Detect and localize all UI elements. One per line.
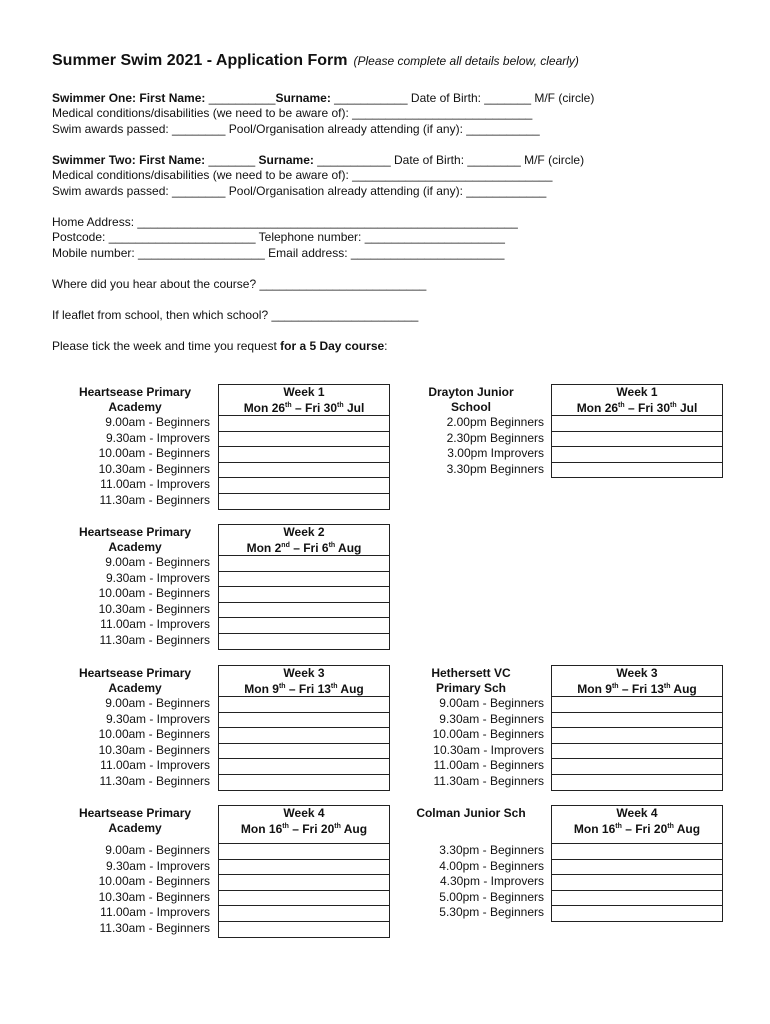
timeslot-label: 10.30am - Beginners — [98, 461, 210, 476]
form-title-text: Summer Swim 2021 - Application Form — [52, 52, 348, 69]
week-header — [219, 525, 390, 556]
tick-box[interactable] — [219, 571, 390, 587]
tick-box[interactable] — [219, 712, 390, 728]
week-header — [552, 666, 723, 697]
swimmer-two-line1 — [52, 153, 584, 167]
timeslot-label: 9.00am - Beginners — [439, 696, 544, 710]
timeslot-label: 3.30pm Beginners — [446, 461, 544, 476]
venue-hs3: Heartsease Primary Academy — [78, 666, 192, 695]
timeslot-label: 11.30am - Beginners — [99, 921, 210, 935]
tick-box[interactable] — [219, 859, 390, 875]
venue-he3: Hethersett VC Primary Sch — [431, 666, 511, 695]
tick-box[interactable] — [219, 431, 390, 447]
tick-box[interactable] — [552, 431, 723, 447]
tick-instruction: Please tick the week and time you request for a 5 Day course: — [52, 339, 388, 353]
week-dates: Mon 9th – Fri 13th Aug — [577, 682, 697, 696]
tick-box[interactable] — [219, 728, 390, 744]
timeslot-label: 10.30am - Improvers — [433, 742, 544, 757]
timeslot-label: 10.00am - Beginners — [98, 874, 210, 889]
tick-box[interactable] — [552, 447, 723, 463]
tick-box[interactable] — [552, 416, 723, 432]
swimmer-one-firstname-blank[interactable]: __________ — [208, 91, 276, 105]
tick-table-he3 — [551, 665, 723, 791]
week-label: Week 4 — [616, 806, 658, 820]
timeslot-label: 9.30am - Improvers — [105, 430, 210, 445]
swimmer-one-medical[interactable]: Medical conditions/disabilities (we need to be aware of): ___________________________ — [52, 106, 533, 120]
week-dates: Mon 2nd – Fri 6th Aug — [246, 541, 362, 555]
tick-box[interactable] — [219, 556, 390, 572]
tick-box[interactable] — [219, 890, 390, 906]
tick-box[interactable] — [219, 447, 390, 463]
tick-table-dr1 — [551, 384, 723, 478]
swimmer-one-rest[interactable]: ___________ Date of Birth: _______ M/F (circle) — [334, 91, 595, 105]
timeslot-label: 2.30pm Beginners — [446, 430, 544, 445]
timeslot-label: 4.00pm - Beginners — [439, 858, 544, 873]
swimmer-two-awards[interactable]: Swim awards passed: ________ Pool/Organisation already attending (if any): ____________ — [52, 184, 547, 198]
timeslot-label: 11.30am - Beginners — [99, 493, 210, 507]
tick-box[interactable] — [219, 462, 390, 478]
timeslot-label: 11.00am - Improvers — [100, 477, 210, 492]
postcode-telephone-field[interactable]: Postcode: ______________________ Telephone number: _____________________ — [52, 230, 505, 244]
swimmer-two-label: Swimmer Two: First Name: — [52, 153, 206, 167]
week-dates: Mon 16th – Fri 20th Aug — [240, 822, 368, 836]
timeslot-label: 10.30am - Beginners — [98, 889, 210, 904]
tick-box[interactable] — [552, 875, 723, 891]
tick-table-hs1 — [218, 384, 390, 510]
tick-table-hs2 — [218, 524, 390, 650]
timeslot-label: 9.30am - Improvers — [105, 711, 210, 726]
timeslot-label: 11.30am - Beginners — [433, 774, 544, 788]
tick-box[interactable] — [552, 743, 723, 759]
swimmer-two-rest[interactable]: ___________ Date of Birth: ________ M/F (circle) — [317, 153, 585, 167]
swimmer-two-surname-label: Surname: — [258, 153, 314, 167]
timeslot-label: 9.00am - Beginners — [105, 415, 210, 429]
mobile-email-field[interactable]: Mobile number: ___________________ Email address: _______________________ — [52, 246, 505, 260]
form-title — [52, 52, 579, 70]
timeslot-label: 3.00pm Improvers — [447, 446, 544, 461]
tick-table-hs4 — [218, 805, 390, 938]
week-label: Week 3 — [616, 666, 658, 680]
tick-box[interactable] — [552, 728, 723, 744]
timeslot-label: 5.30pm - Beginners — [439, 905, 544, 920]
tick-box[interactable] — [552, 890, 723, 906]
timeslot-label: 11.00am - Improvers — [100, 905, 210, 920]
venue-hs2: Heartsease Primary Academy — [78, 525, 192, 554]
tick-box[interactable] — [219, 774, 390, 790]
leaflet-school-field[interactable]: If leaflet from school, then which school? ______________________ — [52, 308, 419, 322]
timeslot-label: 9.00am - Beginners — [105, 696, 210, 710]
venue-hs4: Heartsease Primary Academy — [78, 806, 192, 835]
week-header — [219, 806, 390, 844]
swimmer-one-surname-label: Surname: — [275, 91, 331, 105]
week-label: Week 2 — [283, 525, 325, 539]
tick-box[interactable] — [552, 774, 723, 790]
venue-co4: Colman Junior Sch — [416, 806, 526, 820]
tick-table-co4 — [551, 805, 723, 922]
timeslot-label: 3.30pm - Beginners — [439, 843, 544, 857]
week-label: Week 1 — [283, 385, 325, 399]
timeslot-label: 10.30am - Beginners — [98, 601, 210, 616]
timeslot-label: 9.30am - Improvers — [105, 570, 210, 585]
timeslot-label: 10.00am - Beginners — [98, 727, 210, 742]
timeslot-label: 4.30pm - Improvers — [439, 874, 544, 889]
tick-box[interactable] — [219, 743, 390, 759]
week-header — [552, 385, 723, 416]
venue-dr1: Drayton Junior School — [428, 385, 514, 414]
tick-box[interactable] — [552, 906, 723, 922]
week-dates: Mon 26th – Fri 30th Jul — [243, 401, 365, 415]
week-header — [219, 666, 390, 697]
tick-table-hs3 — [218, 665, 390, 791]
tick-box[interactable] — [552, 859, 723, 875]
tick-box[interactable] — [219, 587, 390, 603]
timeslot-label: 2.00pm Beginners — [446, 415, 544, 429]
timeslot-label: 9.00am - Beginners — [105, 843, 210, 857]
tick-box[interactable] — [552, 712, 723, 728]
timeslot-label: 11.30am - Beginners — [99, 774, 210, 788]
week-dates: Mon 16th – Fri 20th Aug — [573, 822, 701, 836]
swimmer-one-label: Swimmer One: First Name: — [52, 91, 206, 105]
home-address-field[interactable]: Home Address: _________________________________________________________ — [52, 215, 518, 229]
timeslot-label: 9.00am - Beginners — [105, 555, 210, 569]
week-dates: Mon 26th – Fri 30th Jul — [576, 401, 698, 415]
tick-box[interactable] — [219, 633, 390, 649]
tick-box[interactable] — [552, 759, 723, 775]
week-header — [219, 385, 390, 416]
form-title-note: (Please complete all details below, clearly) — [353, 54, 579, 68]
tick-box[interactable] — [552, 844, 723, 860]
tick-box[interactable] — [219, 906, 390, 922]
timeslot-label: 11.00am - Beginners — [433, 758, 544, 773]
timeslot-label: 10.00am - Beginners — [98, 446, 210, 461]
week-label: Week 1 — [616, 385, 658, 399]
week-label: Week 4 — [283, 806, 325, 820]
swimmer-two-medical[interactable]: Medical conditions/disabilities (we need to be aware of): ______________________________ — [52, 168, 553, 182]
timeslot-label: 11.00am - Improvers — [100, 617, 210, 632]
week-dates: Mon 9th – Fri 13th Aug — [244, 682, 364, 696]
tick-box[interactable] — [219, 602, 390, 618]
tick-box[interactable] — [552, 462, 723, 478]
timeslot-label: 11.30am - Beginners — [99, 633, 210, 647]
tick-box[interactable] — [219, 697, 390, 713]
tick-box[interactable] — [219, 416, 390, 432]
tick-box[interactable] — [219, 478, 390, 494]
tick-box[interactable] — [219, 875, 390, 891]
tick-box[interactable] — [219, 921, 390, 937]
tick-box[interactable] — [219, 493, 390, 509]
venue-hs1: Heartsease Primary Academy — [78, 385, 192, 414]
tick-box[interactable] — [219, 618, 390, 634]
tick-box[interactable] — [552, 697, 723, 713]
timeslot-label: 5.00pm - Beginners — [439, 889, 544, 904]
timeslot-label: 10.30am - Beginners — [98, 742, 210, 757]
week-label: Week 3 — [283, 666, 325, 680]
swimmer-one-awards[interactable]: Swim awards passed: ________ Pool/Organisation already attending (if any): ___________ — [52, 122, 540, 136]
swimmer-one-line1 — [52, 91, 594, 105]
timeslot-label: 9.30am - Beginners — [439, 711, 544, 726]
week-header — [552, 806, 723, 844]
tick-box[interactable] — [219, 844, 390, 860]
tick-box[interactable] — [219, 759, 390, 775]
hear-about-field[interactable]: Where did you hear about the course? _________________________ — [52, 277, 427, 291]
timeslot-label: 10.00am - Beginners — [98, 586, 210, 601]
timeslot-label: 9.30am - Improvers — [105, 858, 210, 873]
timeslot-label: 11.00am - Improvers — [100, 758, 210, 773]
swimmer-two-firstname-blank[interactable]: _______ — [208, 153, 256, 167]
timeslot-label: 10.00am - Beginners — [432, 727, 544, 742]
